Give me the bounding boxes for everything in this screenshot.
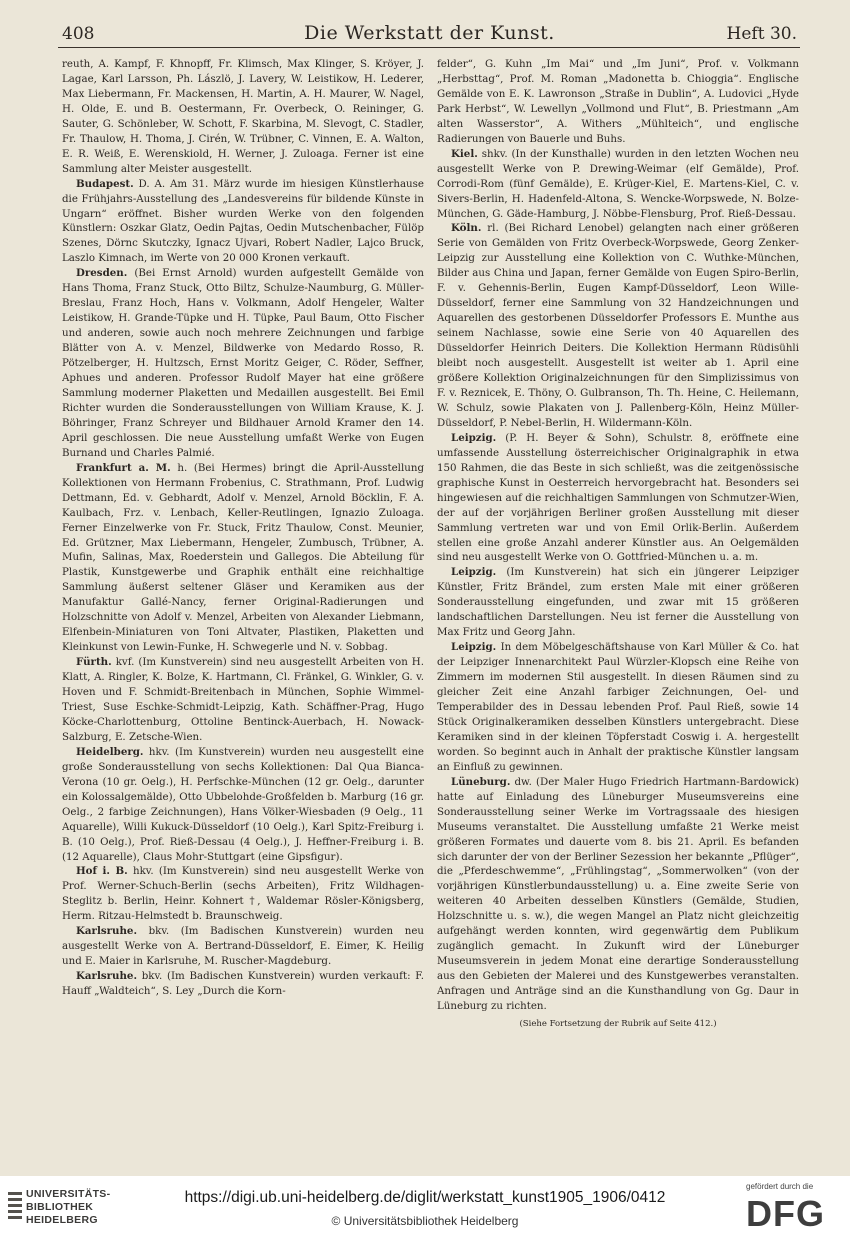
issue-number: Heft 30. — [726, 24, 797, 44]
dfg-mark: DFG — [746, 1193, 825, 1234]
paragraph-text: In dem Möbelgeschäftshause von Karl Müller & Co. hat der Leipziger Innenarchitekt Paul Würzler-Klopsch eine Reihe von Zimmern im modernen Stil ausgestellt. In diesen Räumen sind zu gleicher Zeit eine Anzahl farbiger Zeichnungen, Oel- und Temperabilder des in Dessau lebenden Prof. Paul Rieß, sowie 14 Stück Originalkeramiken desselben Künstlers untergebracht. Diese Keramiken sind in der kleinen Töpferstadt Coswig i. A. hergestellt worden. So beginnt auch in Anhalt der praktische Künstler langsam an Einfluß zu gewinnen. — [437, 641, 799, 773]
place-heading: Karlsruhe. — [76, 925, 138, 938]
place-heading: Lüneburg. — [451, 775, 511, 788]
left-text-column — [62, 57, 424, 1087]
paragraph-text: hkv. (Im Kunstverein) wurden neu ausgestellt eine große Sonderausstellung von sechs Kollektionen: Dal Qua Bianca-Verona (10 gr. Oelg.), H. Perfschke-München (12 gr. Oelg., darunter ein Kolossalgemälde), Otto Ubbelohde-Großfelden b. Marburg (16 gr. Oelg., 2 farbige Zeichnungen), Hans Völker-Wiesbaden (9 Oelg., 11 Aquarelle), Willi Kukuck-Düsseldorf (10 Oelg.), Karl Spitz-Freiburg i. B. (10 Oelg.), Prof. Rieß-Dessau (4 Oelg.), J. Heffner-Freiburg i. B. (12 Aquarelle), Claus Mohr-Stuttgart (eine Gipsfigur). — [62, 745, 424, 863]
permalink-url[interactable]: https://digi.ub.uni-heidelberg.de/diglit/werkstatt_kunst1905_1906/0412 — [184, 1189, 666, 1206]
paragraph — [437, 221, 799, 430]
paragraph-text: (P. H. Beyer & Sohn), Schulstr. 8, eröffnete eine umfassende Ausstellung österreichischer Originalgraphik in etwa 150 Rahmen, die das Beste in sich schließt, was die zeitgenössische graphische Kunst in Oesterreich hervorgebracht hat. Besonders sei hingewiesen auf die reichhaltigen Sammlungen von Schmutzer-Wien, der auf der vorjährigen Berliner großen Ausstellung mit dieser Sammlung vertreten war und von Emil Orlik-Berlin. Außerdem stellen eine große Anzahl anderer Künstler aus. An Oelgemälden sind neu ausgestellt Werke von O. Gottfried-München u. a. m. — [437, 431, 799, 564]
paragraph — [62, 969, 424, 999]
paragraph-text: reuth, A. Kampf, F. Khnopff, Fr. Klimsch, Max Klinger, S. Kröyer, J. Lagae, Karl Larsson, Ph. Lászlö, J. Lavery, W. Leistikow, H. Lederer, Max Liebermann, Fr. Mackensen, H. Martin, A. H. Maurer, W. Nagel, H. Olde, E. und B. Oestermann, Fr. Overbeck, O. Reininger, G. Sauter, G. Schönleber, W. Schott, F. Skarbina, M. Slevogt, C. Stadler, Fr. Thaulow, H. Thoma, J. Cirén, W. Trübner, C. Vinnen, E. A. Walton, E. R. Weiß, E. Werenskiold, H. Werner, J. Zuloaga. Ferner ist eine Sammlung alter Meister ausgestellt. — [62, 58, 424, 175]
place-heading: Leipzig. — [451, 566, 497, 579]
paragraph — [62, 266, 424, 460]
page-header — [62, 22, 797, 48]
paragraph — [437, 640, 799, 775]
paragraph-text: (Bei Ernst Arnold) wurden aufgestellt Gemälde von Hans Thoma, Franz Stuck, Otto Biltz, Schulze-Naumburg, G. Müller-Breslau, Franz Hoch, Hans v. Volkmann, Adolf Hengeler, Walter Leistikow, H. Grande-Tüpke und H. Tüpke, Paul Baum, Otto Fischer und anderen, sowie auch noch mehrere Zeichnungen und farbige Blätter von A. v. Menzel, Bildwerke von Medardo Rosso, R. Pötzelberger, H. Hultzsch, Ernst Moritz Geiger, C. Röder, Seffner, Aphues und anderen. Professor Rudolf Mayer hat eine größere Sammlung moderner Plaketten und Medaillen ausgestellt. Bei Emil Richter wurden die Sonderausstellungen von William Krause, K. J. Böhringer, Franz Schreyer und Bildhauer Arnold Kramer den 14. April geschlossen. Die neue Ausstellung umfaßt Werke von Eugen Burnand und Charles Palmié. — [62, 267, 424, 459]
paragraph-text: bkv. (Im Badischen Kunstverein) wurden verkauft: F. Hauff „Waldteich“, S. Ley „Durch die Korn- — [62, 970, 424, 998]
place-heading: Leipzig. — [451, 641, 497, 654]
continuation-note: (Siehe Fortsetzung der Rubrik auf Seite 412.) — [519, 1019, 717, 1029]
place-heading: Köln. — [451, 222, 482, 235]
running-title: Die Werkstatt der Kunst. — [304, 22, 555, 44]
paragraph-text: bkv. (Im Badischen Kunstverein) wurden neu ausgestellt Werke von A. Bertrand-Düsseldorf, E. Eimer, K. Heilig und E. Maier in Karlsruhe, M. Ruscher-Magdeburg. — [62, 925, 424, 968]
funded-by-label: gefördert durch die — [746, 1182, 814, 1191]
paragraph — [62, 864, 424, 924]
place-heading: Dresden. — [76, 267, 128, 280]
paragraph — [437, 431, 799, 566]
right-text-column — [437, 57, 799, 1087]
paragraph-text: shkv. (In der Kunsthalle) wurden in den letzten Wochen neu ausgestellt Werke von P. Drewing-Weimar (elf Gemälde), Prof. Corrodi-Rom (fünf Gemälde), E. Krüger-Kiel, E. Martens-Kiel, C. v. Sivers-Berlin, H. Hadenfeld-Altona, S. Wencke-Worpswede, N. Bolze-München, G. Gäde-Hamburg, J. Nöbbe-Flensburg, Prof. Rieß-Dessau. — [437, 147, 799, 220]
place-heading: Frankfurt a. M. — [76, 461, 171, 474]
paragraph-text: dw. (Der Maler Hugo Friedrich Hartmann-Bardowick) hatte auf Einladung des Lüneburger Museumsvereins eine Sonderausstellung seiner Werke im Vortragssaale des hiesigen Museums veranstaltet. Die Ausstellung umfaßte 21 Werke meist größeren Formates und dauerte vom 8. bis 21. April. Es befanden sich darunter der von der Berliner Sezession her bekannte „Pflüger“, die „Pferdeschwemme“, „Frühlingstag“, „Sommerwolken“ (von der vorjährigen Künstlerbundausstellung) u. a. Eine zweite Serie von weiteren 40 Arbeiten desselben Künstlers (Gemälde, Studien, Holzschnitte u. s. w.), die wegen Mangel an Platz nicht gleichzeitig aufgehängt werden konnten, wird gegenwärtig dem Publikum zugänglich gemacht. In Zukunft wird der Lüneburger Museumsverein in jedem Monat eine derartige Sonderausstellung aus den Gebieten der Malerei und des Kunstgewerbes veranstalten. Anfragen und Anträge sind an die Kunsthandlung von Gg. Daur in Lüneburg zu richten. — [437, 775, 799, 1013]
paragraph — [62, 57, 424, 177]
library-name-line3: HEIDELBERG — [26, 1214, 98, 1226]
header-rule — [58, 47, 800, 48]
paragraph-text: D. A. Am 31. März wurde im hiesigen Künstlerhause die Frühjahrs-Ausstellung des „Landesvereins für bildende Künste in Ungarn“ eröffnet. Bisher wurden Werke von den folgenden Künstlern: Oszkar Glatz, Oedin Pajtas, Oedin Mutschenbacher, Fülöp Szenes, Dörnc Skutczky, Ignacz Ujvari, Robert Nadler, Lajco Bruck, Laszlo Kimnach, im Werte von 20 000 Kronen verkauft. — [62, 177, 424, 265]
paragraph — [62, 461, 424, 655]
paragraph — [437, 147, 799, 222]
viewer-footer — [0, 1176, 850, 1250]
place-heading: Hof i. B. — [76, 865, 128, 878]
paragraph — [62, 924, 424, 969]
paragraph-text: rl. (Bei Richard Lenobel) gelangten nach einer größeren Serie von Gemälden von Fritz Overbeck-Worpswede, Georg Zenker-Leipzig zur Ausstellung eine Kollektion von C. Wuthke-München, Bilder aus China und Japan, ferner Gemälde von Eugen Spiro-Berlin, F. v. Gehennis-Berlin, Eugen Kampf-Düsseldorf, Leon Wille-Düsseldorf, ferner eine Sammlung von 32 Handzeichnungen und Aquarellen des gestorbenen Düsseldorfer Professors E. Munthe aus seinem Nachlasse, sowie eine Serie von 40 Aquarellen des Düsseldorfer Heinrich Deiters. Die Kollektion Hermann Rüdisühli bleibt noch ausgestellt. Ausgestellt ist weiter ab 1. April eine größere Kollektion Originalzeichnungen für den Simplizissimus von F. v. Reznicek, E. Thöny, O. Gulbranson, Th. Th. Heine, C. Heilemann, W. Schulz, sowie Plakaten von J. Pallenberg-Köln, Heinz Müller-Düsseldorf, P. Nebel-Berlin, H. Wildermann-Köln. — [437, 222, 799, 429]
library-name-line2: BIBLIOTHEK — [26, 1201, 94, 1213]
paragraph-text: h. (Bei Hermes) bringt die April-Ausstellung Kollektionen von Hermann Frobenius, C. Strathmann, Prof. Ludwig Dettmann, Ed. v. Gebhardt, Adolf v. Menzel, Arnold Böcklin, F. A. Kaulbach, Frz. v. Lenbach, Keller-Reutlingen, Ignazio Zuloaga. Ferner Einzelwerke von Fr. Stuck, Fritz Thaulow, Const. Meunier, Ed. Grützner, Max Liebermann, Hengeler, Zumbusch, Trübner, A. Mufin, Salinas, Max, Roederstein und Gallegos. Die Abteilung für Plastik, Kunstgewerbe und Graphik enthält eine reichhaltige Sammlung äußerst seltener Gläser und Keramiken aus der Manufaktur Gallé-Nancy, ferner Original-Radierungen und Holzschnitte von Adolf v. Menzel, Arbeiten von Alexander Liebmann, Elfenbein-Miniaturen von Toni Altvater, Plastiken, Plaketten und Kleinkunst von Lewin-Funke, H. Schwegerle und N. v. Sobbag. — [62, 461, 424, 654]
paragraph — [437, 57, 799, 147]
paragraph-text: hkv. (Im Kunstverein) sind neu ausgestellt Werke von Prof. Werner-Schuch-Berlin (sechs Arbeiten), Fritz Wildhagen-Steglitz b. Berlin, Heinr. Kohnert †, Waldemar Rösler-Königsberg, Herm. Ritzau-Helmstedt b. Braunschweig. — [62, 865, 424, 923]
paragraph — [437, 565, 799, 640]
dfg-logo[interactable] — [746, 1182, 838, 1242]
place-heading: Fürth. — [76, 656, 112, 669]
paragraph-text: kvf. (Im Kunstverein) sind neu ausgestellt Arbeiten von H. Klatt, A. Ringler, K. Bolze, K. Hartmann, Cl. Fränkel, G. Winkler, G. v. Hoven und F. Schmidt-Breitenbach in München, Sophie Wimmel-Triest, Suse Eschke-Schmidt-Leipzig, Kath. Schäffner-Prag, Hugo Köcke-Charlottenburg, Ottoline Bentinck-Auerbach, H. Nowack-Salzburg, E. Zetsche-Wien. — [62, 656, 424, 743]
place-heading: Leipzig. — [451, 431, 497, 444]
library-name-line1: UNIVERSITÄTS- — [26, 1188, 111, 1200]
place-heading: Karlsruhe. — [76, 970, 138, 983]
paragraph — [437, 775, 799, 1014]
page-number: 408 — [62, 24, 95, 44]
place-heading: Budapest. — [76, 177, 134, 190]
paragraph — [62, 745, 424, 865]
place-heading: Heidelberg. — [76, 745, 144, 758]
place-heading: Kiel. — [451, 147, 478, 160]
paragraph-text: felder“, G. Kuhn „Im Mai“ und „Im Juni“, Prof. v. Volkmann „Herbsttag“, Prof. M. Roman „Madonetta b. Chioggia“. Englische Gemälde von E. K. Lawronson „Straße in Dublin“, A. Ludovici „Hyde Park Herbst“, W. Lewellyn „Vollmond und Flut“, B. Priestmann „Am alten Wasserstor“, A. Withers „Mühlteich“, und englische Radierungen von Bauerle und Buhs. — [437, 58, 799, 145]
paragraph-text: (Im Kunstverein) hat sich ein jüngerer Leipziger Künstler, Fritz Brändel, zum ersten Male mit einer größeren Sonderausstellung eingefunden, und zwar mit 15 größeren landschaftlichen Darstellungen. Neu ist ferner die Ausstellung von Max Fritz und Georg Jahn. — [437, 566, 799, 639]
paragraph — [62, 655, 424, 745]
copyright-notice: © Universitätsbibliothek Heidelberg — [331, 1214, 519, 1228]
paragraph — [62, 177, 424, 267]
